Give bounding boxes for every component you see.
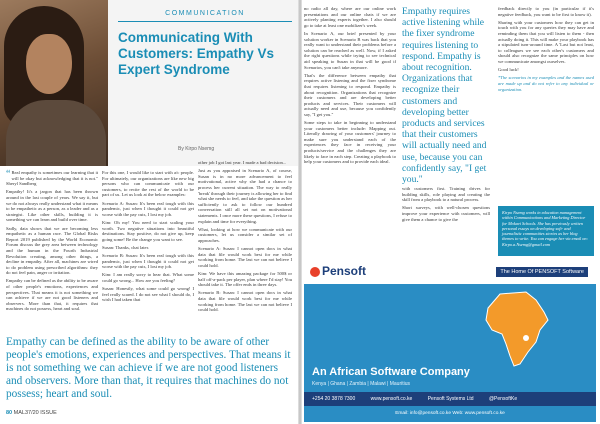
photo-body [6, 100, 106, 166]
article-hero [0, 0, 298, 166]
paragraph: Some steps to take in beginning to understand your customers better include: Mapping out. Literally drawing of your customers' journey to make sure you understand each of the experiences they face in receiving your products/service and the challenges they are likely to face in each step. Creating a playbook to help your customers and to provide each ideal. [304, 120, 396, 165]
paragraph: Just as you appraised in Scenario A, of course, Susan is in no more advancement to feel motivational, active why she had a chance to process her current situation. The way to really 'break' through their journey is allowing her to find what she needs to feel, and take the question as her sufficiently to ask to follow our hundred conversation still all set not on motivational statements. I once more these questions, I refuse to explain and time for everything. [198, 168, 292, 224]
paragraph: Susan: Honestly, what some could go wrong! I feel really scared. I do not see what I should do, I wish I had taken that [102, 286, 194, 303]
page-number: 80 [6, 410, 13, 416]
paragraph: other job I got last year. I made a bad decision... [198, 160, 287, 165]
right-pull-quote: Empathy requires active listening while the fixer syndrome requires listening to respond. Empathy is about recognition. Organizations that recognize their customers and developing better products and services that their customers will actually need and use, because you can confidently say, "I get you." [402, 6, 487, 186]
photo-face [26, 34, 72, 94]
web-contact[interactable]: www.pensoft.co.ke [370, 396, 413, 402]
pull-quote: Empathy can be defined as the ability to be aware of other people's emotions, experiences and perspectives. That means it is not something we can achieve if we are not good listeners and observers. More than that, it requires that machines do not possess; heart and soul. [6, 336, 291, 400]
left-column-3 [198, 160, 292, 315]
left-column-2 [102, 170, 194, 306]
phone-contact[interactable]: +254 20 3878 7300 [312, 396, 356, 402]
pensoft-advertisement[interactable] [304, 258, 596, 422]
drop-cap-mark: “ [6, 169, 11, 180]
paragraph: Kim: I am really sorry to hear that. What some could go wrong... How are you feeling? [102, 272, 194, 284]
right-column-2 [402, 186, 490, 225]
left-column-1 [6, 170, 98, 315]
paragraph: Scenario A: Susan: I cannot open docs in what data that file would work best for me while working from home. The last we can not believe I could hold. [198, 246, 292, 268]
author-photo [0, 0, 108, 166]
byline: By Kirpo Nsemg [178, 146, 215, 152]
twitter-contact[interactable]: @PensoftKe [488, 396, 518, 402]
pensoft-logo: Pensoft [310, 264, 366, 278]
paragraph: “ Real empathy is sometimes our learning that it will be okay but acknowledging that it is not." Sheryl Sandberg [6, 169, 98, 187]
paragraph: feedback directly to you (in particular if it's negative feedback, you want to be first to know it). [498, 6, 594, 17]
paragraph: no radio all day, where are our online work presentations and our online chats if we are actively planting experts together. I also should go to take at least one mobilizer's week. [304, 6, 396, 28]
ad-url[interactable]: Email: info@pensoft.co.ke Web: www.pensoft.co.ke [304, 406, 596, 422]
hero-text [118, 10, 292, 78]
article-headline: Communicating With Customers: Empathy Vs Expert Syndrome [118, 30, 275, 77]
disclaimer-note: *The scenarios in my examples and the names used are made up and do not refer to any individual or organization. [498, 75, 594, 92]
paragraph: For this one, I would like to start with a/c people. For ultimately, our organizations are like new big persons who can communicate with our customers, to recite the rest of the world to be part of us. Let us look at the below examples: [102, 170, 194, 198]
paragraph: with customers first. Training drives for building skills, role playing and creating the skill from a playbook to a natural process. [402, 186, 490, 203]
page-footer [6, 410, 57, 416]
ad-countries: Kenya | Ghana | Zambia | Malawi | Mauritius [312, 381, 411, 387]
right-column-1 [304, 6, 396, 167]
paragraph: Empathy can be defined as the ability to be aware of other people's emotions, experiences and perspectives. That means it is not something we can achieve if we are not good listeners and observers. More than that, it requires that machines do not possess, heart and soul. [6, 278, 98, 312]
ad-contacts [304, 392, 596, 406]
paragraph: Kim: We have this amazing package for 500$ or half off-a-pack per player, plan where I'd stay! You should take it. The offer ends in three days. [198, 271, 292, 288]
section-kicker: COMMUNICATION [165, 10, 245, 17]
paragraph: Sadly, data shows that we are becoming less empathetic as a human race. The Global Risks Report 2019 published by the World Economic Forum discuss the grey area between technology and the human in the Fourth Industrial Revolution creating, among other things, a decline in empathy. After all, machines are wired to do problem using prescribed algorithms: they do not feel pain, anger or irritation. [6, 225, 98, 276]
spine-gutter [298, 0, 302, 424]
ad-title: An African Software Company [312, 366, 470, 378]
globe-icon [310, 267, 320, 277]
africa-map-icon [482, 290, 552, 368]
paragraph: Short surveys, with well-chosen questions improve your experience with customers, will give them a chance to give the [402, 205, 490, 222]
right-column-3 [498, 6, 594, 95]
paragraph: What, looking at how we communicate with our customers, let us consider a similar set of approaches. [198, 226, 292, 243]
paragraph: In Scenario A, our brief presented by your solution worker in Scenario B was back that you really want to understand their problems before a solution can be reached as well. Now, if I asked the right questions while trying to see technical aid speaking to Susan in that will be good if Scenarios, you can't take anymore. [304, 30, 396, 70]
author-bio: Kirpo Nsemg works in education management within Communications and Marketing Director for Mokavi Schools. She has previously written personal essays on developing soft- and journalistic communities stories as her blog themes to write. You can engage her via email on: Kirpo.a.Nsemg@gmail.com [498, 206, 594, 256]
paragraph: Susan: Thanks, chat later. [102, 244, 149, 250]
paragraph: Scenario B: Susan: I cannot open docs in what data that file would work best for me while working from home. The last we can not believe I could hold. [198, 290, 292, 313]
paragraph: That's the difference between empathy that requires active listening and the fixer syndrome that requires listening to respond. Empathy is about recognition. Organizations that recognize their customers and are developing better products and services. Their customers will actually need and use, because you confidently say, "I get you." [304, 72, 396, 117]
issue-label: MAL37/20 ISSUE [13, 410, 57, 416]
kicker-rule [118, 21, 292, 22]
paragraph: Sharing with your customers how they can get in touch with you for any queries they may have and reminding them that you will listen to them - then actually doing it. This will make your playbook has a stipulated turn-around time. A 'Last but not least, to colleagues we see each other's customers and should also recognize the same principles on how we communicate amongst ourselves. [498, 19, 594, 64]
paragraph: Kim: Oh my! You need to start scaling your worth. Two negative situations into beautiful destinations. Stay positive, do not give up, keep going some! Be the change you want to see. [102, 219, 194, 242]
paragraph: Scenario B: Susan: It's been real tough with this pandemic, just when I thought it could not get worse with the pay cuts, I lost my job. [102, 253, 194, 270]
social-contact[interactable]: Pensoft Systems Ltd [427, 396, 474, 402]
ad-tagline: The Home Of PENSOFT Software [496, 267, 588, 277]
paragraph: Good luck! [498, 67, 519, 73]
paragraph: Scenario A: Susan: It's been real tough with this pandemic, just when I thought it could not get worse with the pay cuts, I lost my job. [102, 200, 194, 217]
paragraph: Empathy! It's a jargon that has been thrown around in the last couple of years. We say it, but we do not always really understand what it means to be empathetic as a person, as a leader and as a strategist. Like other skills, building it is something we can learn and build over time. [6, 189, 98, 223]
